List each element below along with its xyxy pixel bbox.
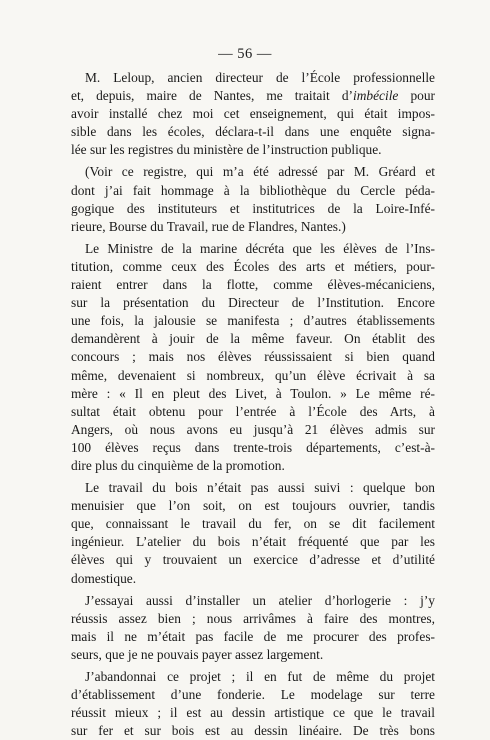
text-line: réussit mieux ; il est au dessin artistique ce que le travail xyxy=(71,705,435,721)
text-line: avoir installé chez moi cet enseignement, qui était impos- xyxy=(71,106,435,122)
text-line: rieure, Bourse du Travail, rue de Flandres, Nantes.) xyxy=(71,218,346,234)
text-line: mais il ne m’était pas facile de me procurer des profes- xyxy=(71,628,435,644)
page-number: — 56 — xyxy=(218,46,272,62)
text-line: Le travail du bois n’était pas aussi suivi : quelque bon xyxy=(85,480,435,496)
text-line: lée sur les registres du ministère de l’instruction publique. xyxy=(71,142,382,158)
text-line: élèves qui y trouvaient un exercice d’adresse et d’utilité xyxy=(71,552,435,568)
text-line: menuisier que l’on soit, on est toujours ouvrier, tandis xyxy=(71,498,435,514)
paragraph-3 xyxy=(71,240,435,475)
body-text xyxy=(71,69,435,740)
paragraph-6 xyxy=(71,668,435,740)
text-line: domestique. xyxy=(71,570,137,586)
text-line: (Voir ce registre, qui m’a été adressé par M. Gréard et xyxy=(85,164,435,180)
text-line: sultat était obtenu pour l’entrée à l’École des Arts, à xyxy=(71,403,435,419)
text-line: mère : « Il en pleut des Livet, à Toulon. » Le même ré- xyxy=(71,385,435,401)
text-line: dire plus du cinquième de la promotion. xyxy=(71,457,285,473)
text-line: réussis assez bien ; nous arrivâmes à faire des montres, xyxy=(71,610,435,626)
text-line: seurs, que je ne pouvais payer assez largement. xyxy=(71,646,324,662)
text-line: J’essayai aussi d’installer un atelier d’horlogerie : j’y xyxy=(85,592,435,608)
text-line: une fois, la jalousie se manifesta ; d’autres établissements xyxy=(71,313,435,329)
text-line: ingénieur. L’atelier du bois n’était fréquenté que par les xyxy=(71,534,435,550)
text-line: raient entrer dans la flotte, comme élèves-mécaniciens, xyxy=(71,277,435,293)
text-line: d’établissement d’une fonderie. Le modelage sur terre xyxy=(71,687,435,703)
emphasized-word: imbécile xyxy=(353,88,399,104)
text-line: gogique des instituteurs et institutrices de la Loire-Infé- xyxy=(71,200,435,216)
text-line: même, devenaient si nombreux, qu’un élève écrivait à sa xyxy=(71,367,435,383)
text-line: sur la présentation du Directeur de l’Institution. Encore xyxy=(71,295,435,311)
paragraph-2 xyxy=(71,163,435,235)
text-line: 100 élèves reçus dans trente-trois départements, c’est-à- xyxy=(71,439,435,455)
text-line: que, connaissant le travail du fer, on se dit facilement xyxy=(71,516,435,532)
text-line: J’abandonnai ce projet ; il en fut de même du projet xyxy=(85,669,435,684)
text-line: Angers, où nous avons eu jusqu’à 21 élèves admis sur xyxy=(71,421,435,437)
text-line-emphasis: et, depuis, maire de Nantes, me traitait d’imbécile pour xyxy=(71,88,435,104)
text-line: demandèrent à jouir de la même faveur. On établit des xyxy=(71,331,435,347)
text-line: concours ; mais nos élèves réussissaient si bien quand xyxy=(71,349,435,365)
text-line: M. Leloup, ancien directeur de l’École professionnelle xyxy=(85,70,435,85)
paragraph-4 xyxy=(71,479,435,588)
text-line: sur fer et sur bois est au dessin linéaire. De très bons xyxy=(71,723,435,739)
text-line: dont j’ai fait hommage à la bibliothèque du Cercle péda- xyxy=(71,182,435,198)
paragraph-1 xyxy=(71,69,435,159)
paragraph-5 xyxy=(71,592,435,664)
text-line: Le Ministre de la marine décréta que les élèves de l’Ins- xyxy=(85,240,435,256)
text-line: sible dans les écoles, déclara-t-il dans une enquête signa- xyxy=(71,124,435,140)
text-line: titution, comme ceux des Écoles des arts et métiers, pour- xyxy=(71,258,435,274)
